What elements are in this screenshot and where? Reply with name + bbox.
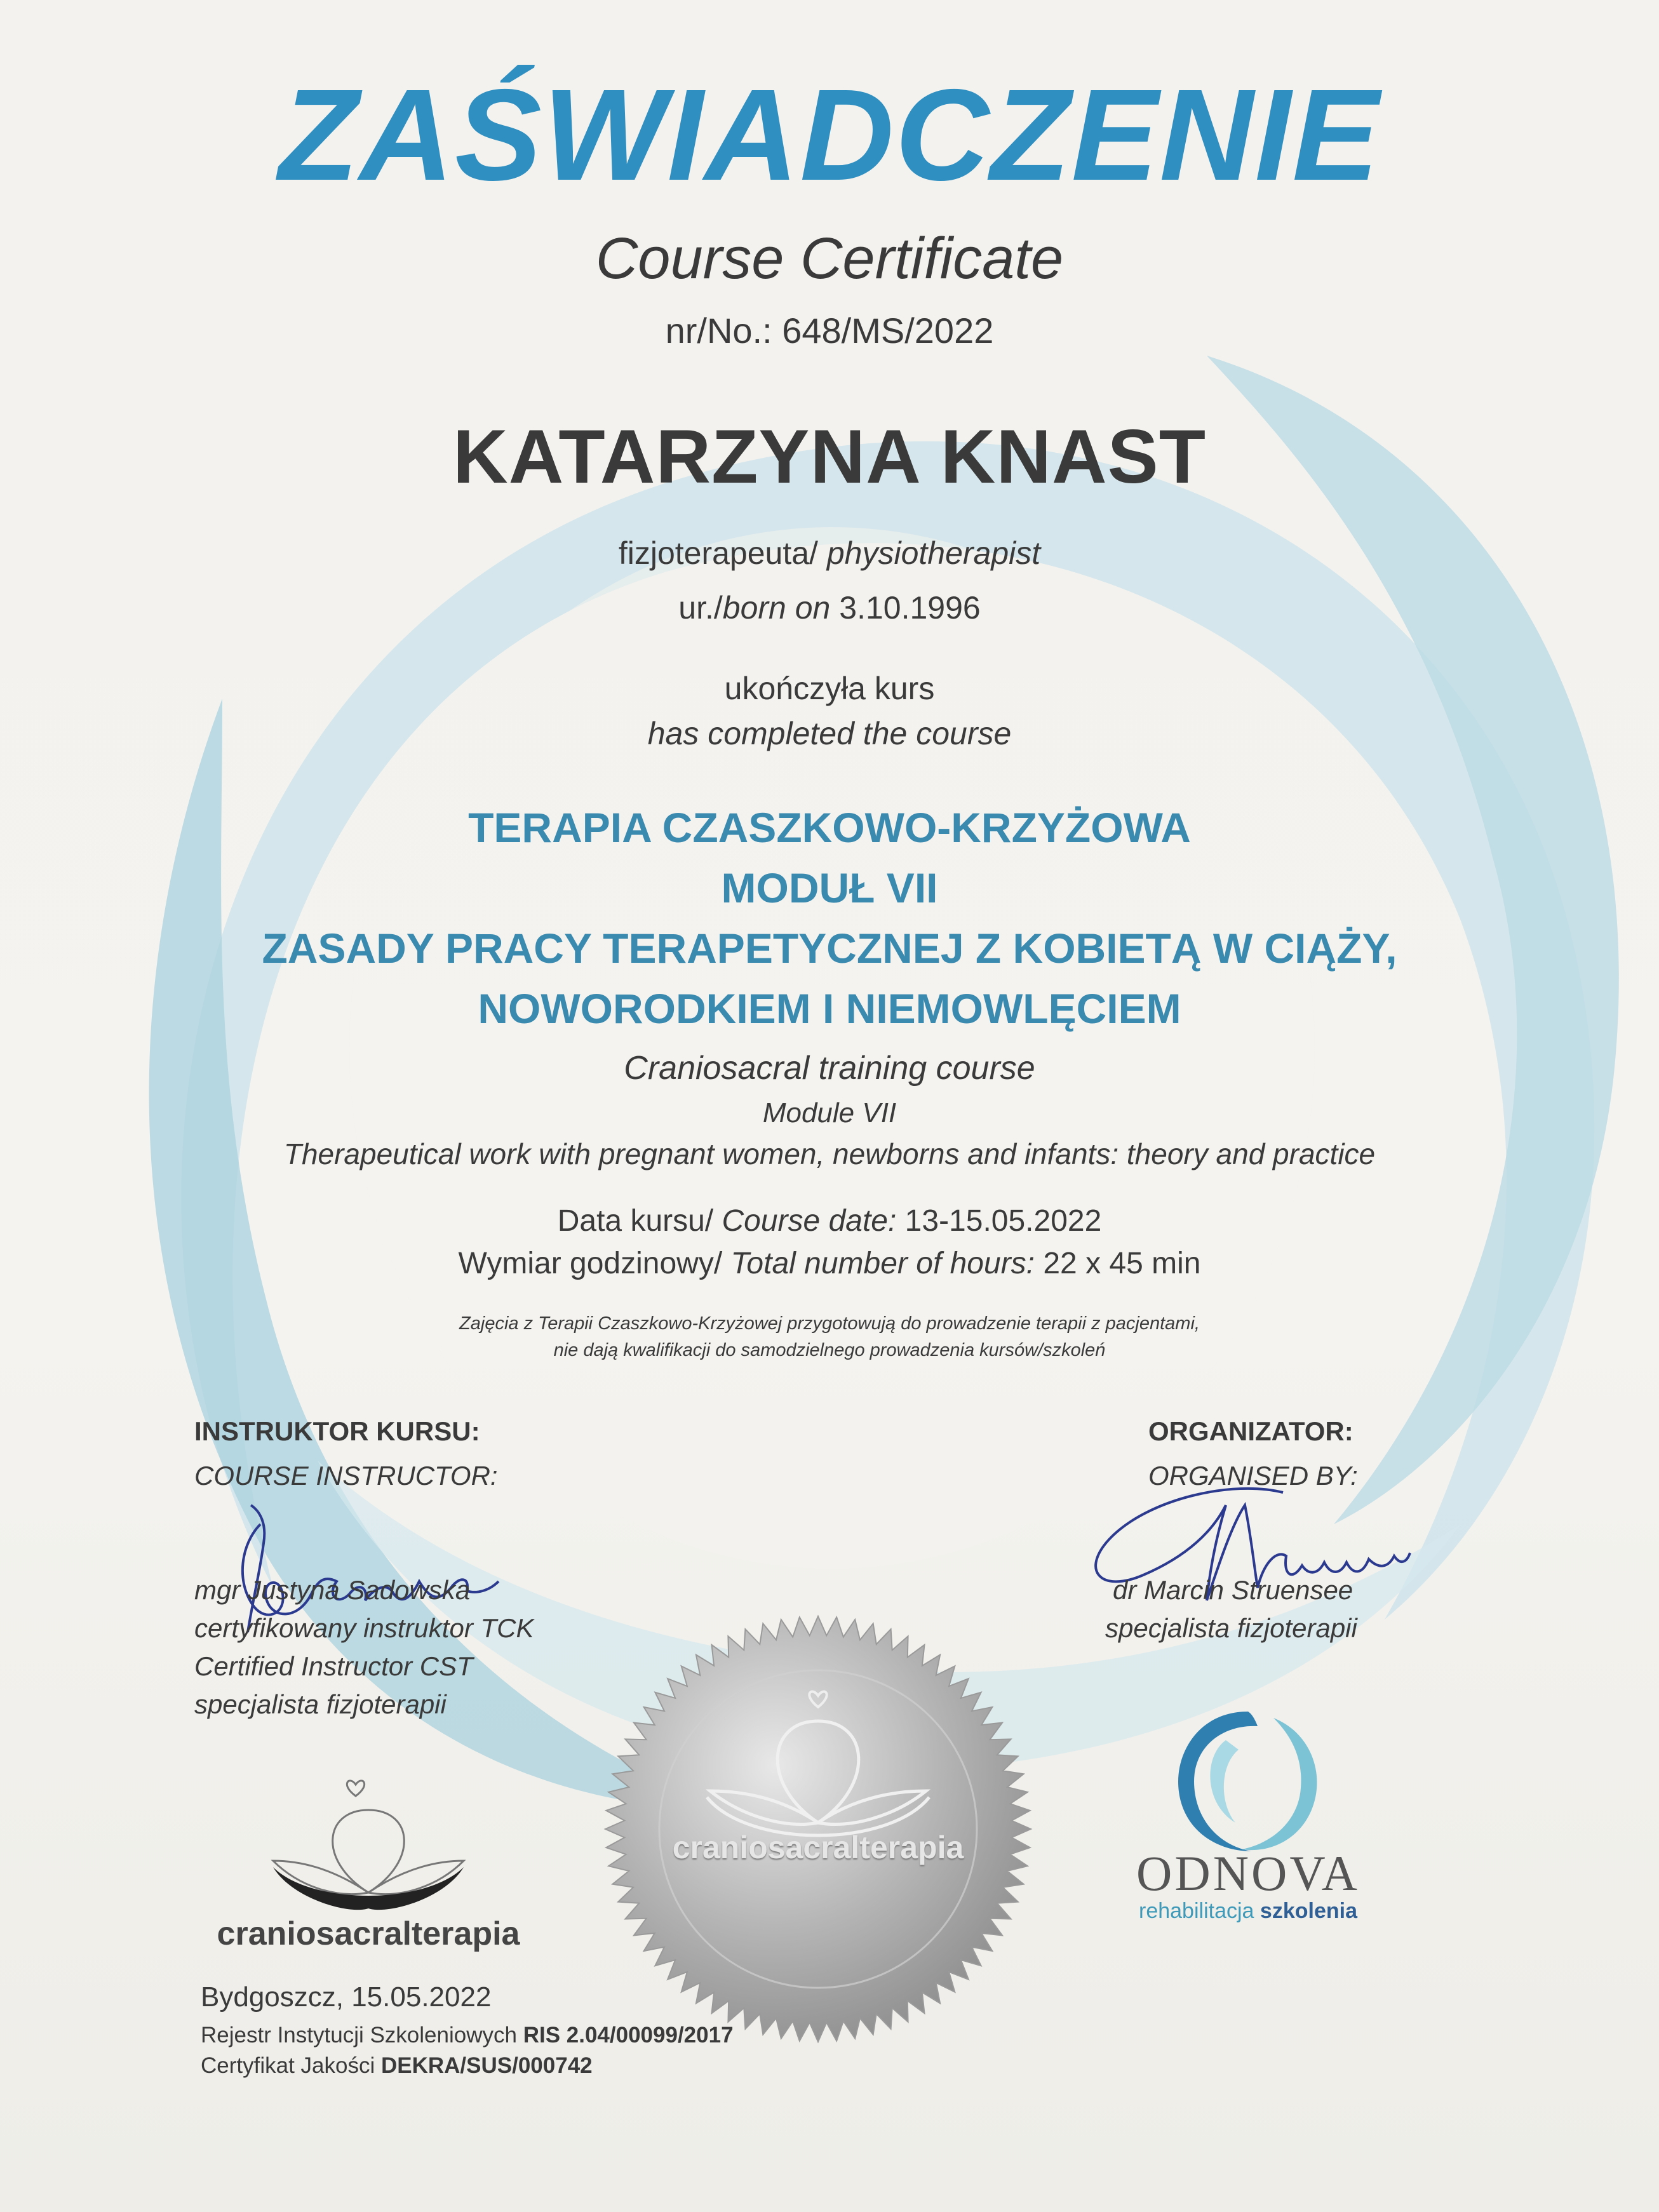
disclaimer-1: Zajęcia z Terapii Czaszkowo-Krzyżowej przygotowują do prowadzenie terapii z pacjentami,: [459, 1313, 1200, 1334]
born-pl: ur./: [678, 590, 723, 626]
course-date-en: Course date:: [722, 1204, 897, 1238]
course-date-line: [0, 1203, 1659, 1238]
course-title-pl-1: TERAPIA CZASZKOWO-KRZYŻOWA: [468, 804, 1191, 851]
seal-text: craniosacralterapia: [672, 1830, 964, 1865]
completed-en: has completed the course: [647, 716, 1012, 751]
profession-en: physiotherapist: [826, 535, 1041, 571]
born-en: born on: [722, 590, 831, 626]
odnova-ring-icon: [1169, 1702, 1327, 1861]
disclaimer-2: nie dają kwalifikacji do samodzielnego prowadzenia kursów/szkoleń: [553, 1340, 1106, 1360]
organizer-label-pl: ORGANIZATOR:: [1148, 1416, 1353, 1446]
registry-label: Rejestr Instytucji Szkoleniowych: [201, 2023, 517, 2048]
profession-pl: fizjoterapeuta/: [618, 535, 818, 571]
profession-line: [0, 535, 1659, 572]
quality-label: Certyfikat Jakości: [201, 2053, 375, 2078]
hours-en: Total number of hours:: [730, 1247, 1035, 1280]
hours-value: 22 x 45 min: [1043, 1247, 1201, 1280]
left-logo-text: craniosacralterapia: [217, 1915, 520, 1952]
odnova-tag-1: rehabilitacja: [1139, 1899, 1254, 1923]
hours-line: [0, 1246, 1659, 1281]
lotus-logo-icon: [260, 1772, 476, 1918]
instructor-name: mgr Justyna Sadowska: [194, 1575, 471, 1605]
certificate-subtitle: Course Certificate: [595, 226, 1064, 291]
course-title-en-1: Craniosacral training course: [624, 1050, 1035, 1087]
born-date: 3.10.1996: [839, 590, 981, 626]
certificate-number: [0, 310, 1659, 351]
instructor-title-1: certyfikowany instruktor TCK: [194, 1613, 534, 1643]
instructor-label-pl: INSTRUKTOR KURSU:: [194, 1416, 480, 1446]
course-title-en-3: Therapeutical work with pregnant women, newborns and infants: theory and practice: [283, 1137, 1376, 1170]
instructor-label-en: COURSE INSTRUCTOR:: [194, 1461, 498, 1491]
instructor-title-3: specjalista fizjoterapii: [194, 1689, 447, 1719]
quality-line: [201, 2053, 593, 2079]
course-date-pl: Data kursu/: [557, 1204, 714, 1238]
organizer-label-en: ORGANISED BY:: [1148, 1461, 1358, 1491]
instructor-title-2: Certified Instructor CST: [194, 1651, 473, 1681]
place-date: Bydgoszcz, 15.05.2022: [201, 1981, 492, 2013]
certificate-title: ZAŚWIADCZENIE: [278, 62, 1381, 208]
number-value: 648/MS/2022: [782, 311, 994, 351]
course-title-en-2: Module VII: [762, 1097, 897, 1129]
quality-value: DEKRA/SUS/000742: [380, 2053, 593, 2078]
recipient-name: KATARZYNA KNAST: [453, 414, 1206, 499]
hours-pl: Wymiar godzinowy/: [458, 1247, 723, 1280]
registry-value: RIS 2.04/00099/2017: [523, 2023, 734, 2048]
organizer-title-1: specjalista fizjoterapii: [1105, 1613, 1357, 1643]
odnova-tagline: [1092, 1899, 1404, 1924]
course-date-value: 13-15.05.2022: [904, 1204, 1102, 1238]
course-title-pl-4: NOWORODKIEM I NIEMOWLĘCIEM: [478, 985, 1181, 1032]
odnova-name: ODNOVA: [1136, 1846, 1360, 1901]
odnova-tag-2: szkolenia: [1259, 1899, 1357, 1923]
course-title-pl-2: MODUŁ VII: [721, 864, 938, 911]
course-title-pl-3: ZASADY PRACY TERAPETYCZNEJ Z KOBIETĄ W CIĄŻY,: [262, 925, 1397, 972]
organizer-name: dr Marcin Struensee: [1113, 1575, 1353, 1605]
registry-line: [201, 2023, 734, 2048]
completed-pl: ukończyła kurs: [724, 671, 935, 706]
number-label: nr/No.:: [665, 311, 772, 351]
born-line: [0, 589, 1659, 626]
